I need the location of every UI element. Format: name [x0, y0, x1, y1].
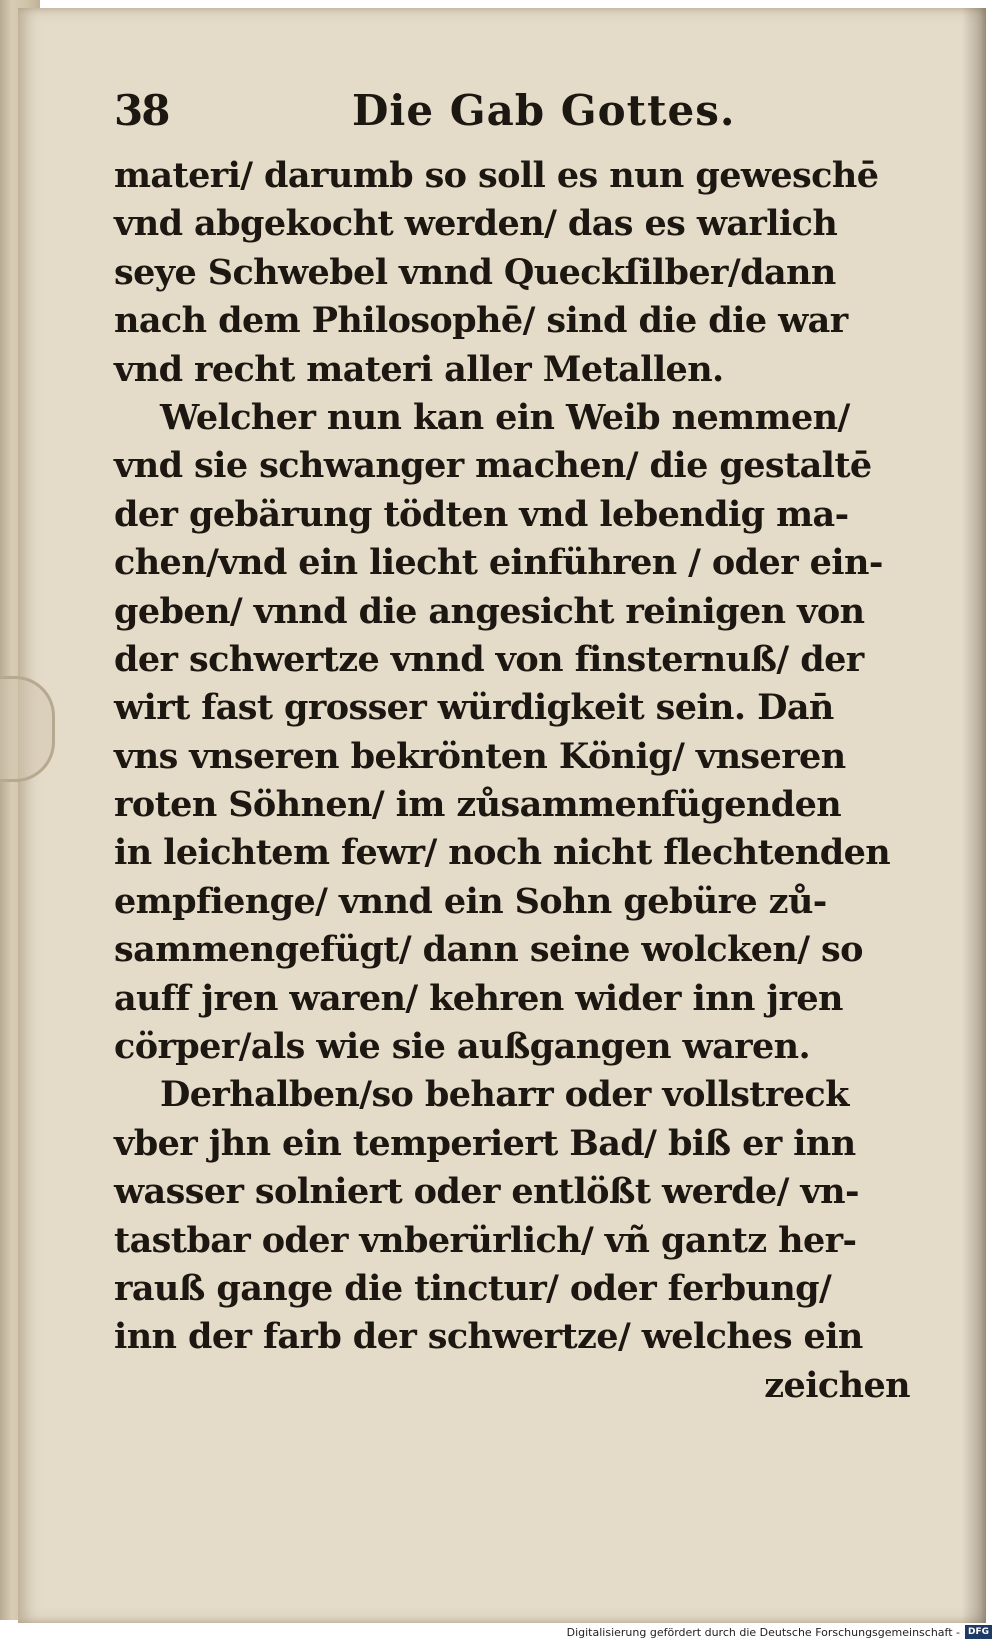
page-number: 38: [114, 86, 169, 135]
text-line: wasser solniert oder entlößt werde/ vn-: [114, 1171, 859, 1213]
text-line: wirt fast grosser würdigkeit sein. Dan̄: [114, 687, 834, 729]
text-line: vnd sie schwanger machen/ die gestaltē: [114, 445, 872, 487]
catchword: zeichen: [764, 1364, 910, 1406]
text-line: nach dem Philosophē/ sind die die war: [114, 300, 848, 342]
text-line: in leichtem fewr/ noch nicht flechtenden: [114, 832, 891, 874]
text-line: Welcher nun kan ein Weib nemmen/: [160, 396, 850, 438]
footer-bar: [0, 1623, 1000, 1643]
dfg-logo-icon: DFG: [965, 1625, 992, 1639]
text-line: auff jren waren/ kehren wider inn jren: [114, 977, 843, 1019]
page-gutter-shadow: [962, 8, 986, 1623]
text-line: vnd recht materi aller Metallen.: [114, 348, 724, 390]
text-line: vber jhn ein temperiert Bad/ biß er inn: [114, 1122, 856, 1164]
text-block: [114, 82, 914, 1410]
running-head: Die Gab Gottes.: [352, 86, 736, 135]
book-clasp: [0, 676, 55, 782]
funding-credit: Digitalisierung gefördert durch die Deutsche Forschungsgemeinschaft -: [566, 1626, 960, 1639]
text-line: tastbar oder vnberürlich/ vñ gantz her-: [114, 1219, 857, 1261]
text-line: der gebärung tödten vnd lebendig ma-: [114, 493, 849, 535]
body-text: [114, 152, 914, 1410]
text-line: seye Schwebel vnnd Queckſilber/dann: [114, 251, 836, 293]
text-line: vns vnseren bekrönten König/ vnseren: [114, 735, 846, 777]
text-line: sammengefügt/ dann seine wolcken/ so: [114, 929, 863, 971]
text-line: chen/vnd ein liecht einführen / oder ein-: [114, 542, 883, 584]
text-line: Derhalben/so beharr oder vollstreck: [160, 1074, 849, 1116]
text-line: inn der farb der schwertze/ welches ein: [114, 1316, 863, 1358]
text-line: vnd abgekocht werden/ das es warlich: [114, 203, 838, 245]
text-line: der schwertze vnnd von finsternuß/ der: [114, 638, 864, 680]
text-line: roten Söhnen/ im zůsammenfügenden: [114, 784, 842, 826]
page-header: [114, 82, 914, 152]
text-line: materi/ darumb so soll es nun geweschē: [114, 155, 879, 196]
text-line: cörper/als wie sie außgangen waren.: [114, 1026, 811, 1068]
text-line: empfienge/ vnnd ein Sohn gebüre zů-: [114, 880, 827, 922]
text-line: geben/ vnnd die angesicht reinigen von: [114, 590, 865, 632]
text-line: rauß gange die tinctur/ oder ferbung/: [114, 1267, 832, 1309]
